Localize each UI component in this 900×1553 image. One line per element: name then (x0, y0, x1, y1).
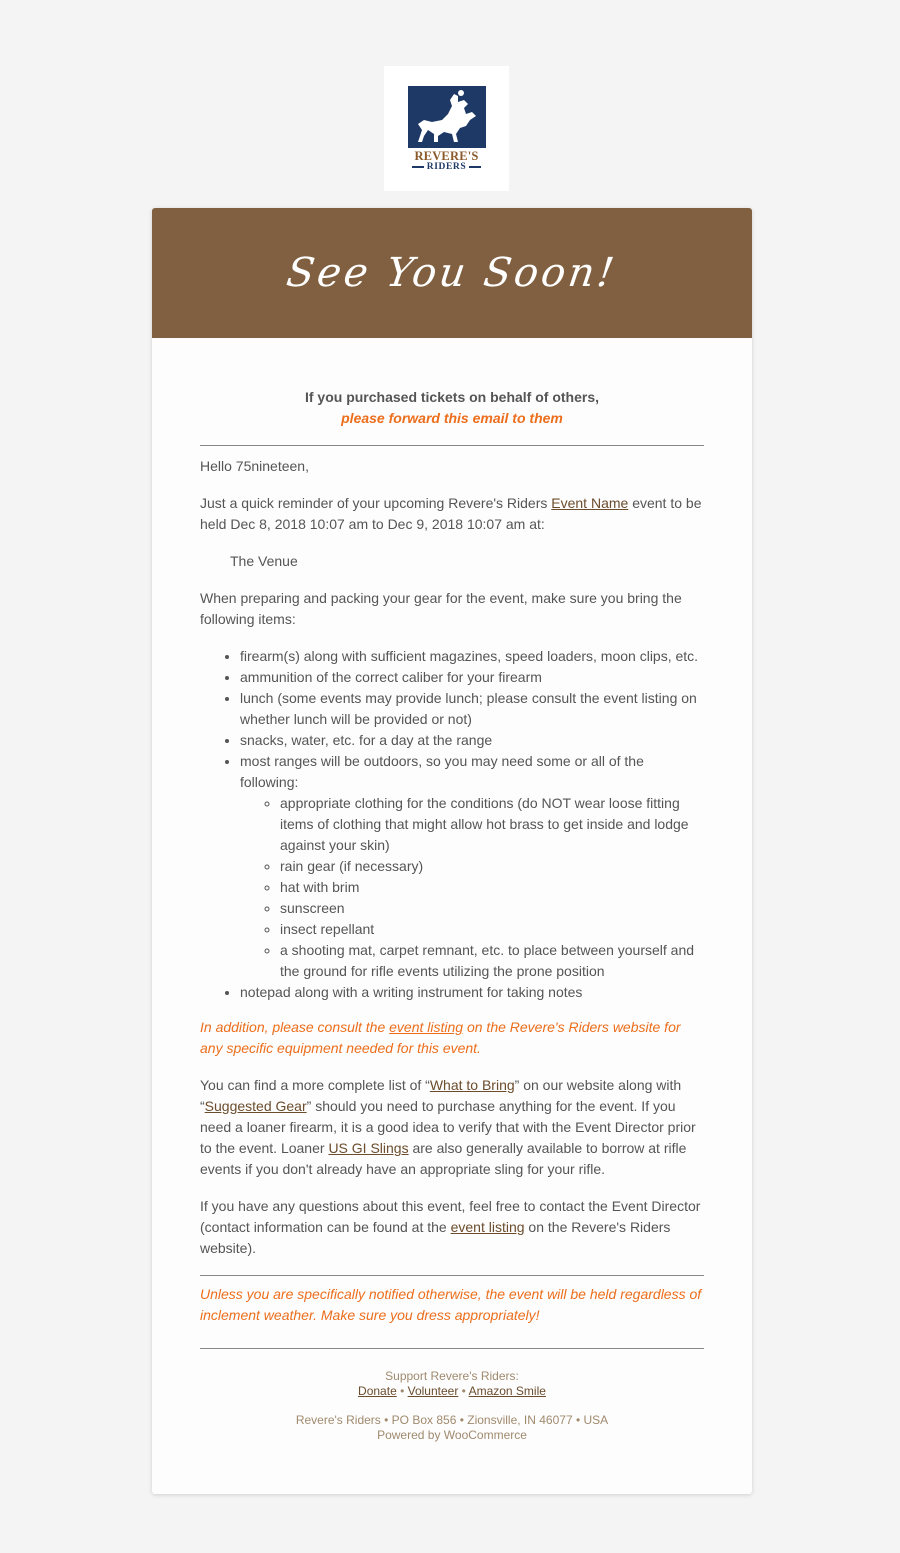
list-item: • notepad along with a writing instrument for taking notes (240, 982, 704, 1003)
greeting: Hello 75nineteen, (200, 458, 309, 474)
list-item: • snacks, water, etc. for a day at the range (240, 730, 704, 751)
header-banner (152, 208, 752, 338)
list-item: ◦ insect repellant (280, 919, 704, 940)
horse-rider-icon (408, 86, 486, 148)
what-to-bring-link[interactable]: What to Bring (429, 1077, 515, 1093)
event-listing-link[interactable]: event listing (450, 1219, 525, 1235)
us-gi-slings-link[interactable]: US GI Slings (328, 1140, 409, 1156)
notice-line2: please forward this email to them (341, 410, 563, 426)
suggested-gear-link[interactable]: Suggested Gear (204, 1098, 307, 1114)
weather-notice: Unless you are specifically notified otherwise, the event will be held regardless of inclement weather. Make sure you dress appropriately! (200, 1286, 702, 1323)
list-item: ◦ sunscreen (280, 898, 704, 919)
divider (200, 445, 704, 446)
find-more-paragraph: You can find a more complete list of “What to Bring” on our website along with “Suggested Gear” should you need to purchase anything for the event. If you need a loaner firearm, it is a good idea to verify that with the Event Director prior to the event. Loaner US GI Slings are also generally available to borrow at rifle events if you don't already have an appropriate sling for your rifle. (200, 1077, 696, 1177)
event-listing-link[interactable]: event listing (389, 1019, 464, 1035)
support-links: Donate • Volunteer • Amazon Smile (358, 1384, 546, 1398)
banner-title: See You Soon! (284, 250, 620, 296)
donate-link[interactable]: Donate (358, 1384, 397, 1398)
forward-notice (200, 387, 704, 429)
divider (200, 1348, 704, 1349)
list-item: • most ranges will be outdoors, so you may need some or all of the following: ◦ appropriate clothing for the conditions (do NOT wear loose fitting items of clothing that might allow hot brass to get inside and lodge against your skin) ◦ rain gear (if necessary) ◦ hat with brim ◦ sunscreen ◦ insect repellant ◦ a shooting mat, carpet remnant, etc. to place between yourself and the ground for rifle events utilizing the prone position (240, 751, 704, 982)
list-item: ◦ hat with brim (280, 877, 704, 898)
addition-paragraph: In addition, please consult the event listing on the Revere's Riders website for any specific equipment needed for this event. (200, 1019, 681, 1056)
notice-line1: If you purchased tickets on behalf of others, (304, 389, 600, 405)
logo (384, 66, 509, 191)
footer (200, 1369, 704, 1443)
list-item: ◦ a shooting mat, carpet remnant, etc. to place between yourself and the ground for rifle events utilizing the prone position (280, 940, 704, 982)
amazon-smile-link[interactable]: Amazon Smile (468, 1384, 546, 1398)
venue: The Venue (230, 553, 298, 569)
list-item: ◦ appropriate clothing for the conditions (do NOT wear loose fitting items of clothing that might allow hot brass to get inside and lodge against your skin) (280, 793, 704, 856)
volunteer-link[interactable]: Volunteer (407, 1384, 459, 1398)
logo-title: REVERE'S (414, 149, 479, 163)
powered-by: Powered by WooCommerce (377, 1428, 527, 1442)
logo-subtitle: RIDERS (384, 162, 509, 173)
email-body (200, 338, 704, 1443)
event-name-link[interactable]: Event Name (551, 495, 629, 511)
outdoor-list (240, 793, 704, 982)
divider (200, 1275, 704, 1276)
support-label: Support Revere's Riders: (385, 1369, 519, 1383)
footer-address: Revere's Riders • PO Box 856 • Zionsville, IN 46077 • USA (295, 1413, 609, 1427)
email-card (152, 208, 752, 1494)
list-item: • ammunition of the correct caliber for your firearm (240, 667, 704, 688)
packing-list (200, 646, 704, 1003)
list-item: ◦ rain gear (if necessary) (280, 856, 704, 877)
list-item: • lunch (some events may provide lunch; please consult the event listing on whether lunch will be provided or not) (240, 688, 704, 730)
list-item: • firearm(s) along with sufficient magazines, speed loaders, moon clips, etc. (240, 646, 704, 667)
reminder-paragraph: Just a quick reminder of your upcoming Revere's Riders Event Name event to be held Dec 8, 2018 10:07 am to Dec 9, 2018 10:07 am at: (200, 495, 702, 532)
packing-intro: When preparing and packing your gear for the event, make sure you bring the following items: (200, 590, 682, 627)
questions-paragraph: If you have any questions about this event, feel free to contact the Event Director (contact information can be found at the event listing on the Revere's Riders website). (200, 1198, 701, 1256)
